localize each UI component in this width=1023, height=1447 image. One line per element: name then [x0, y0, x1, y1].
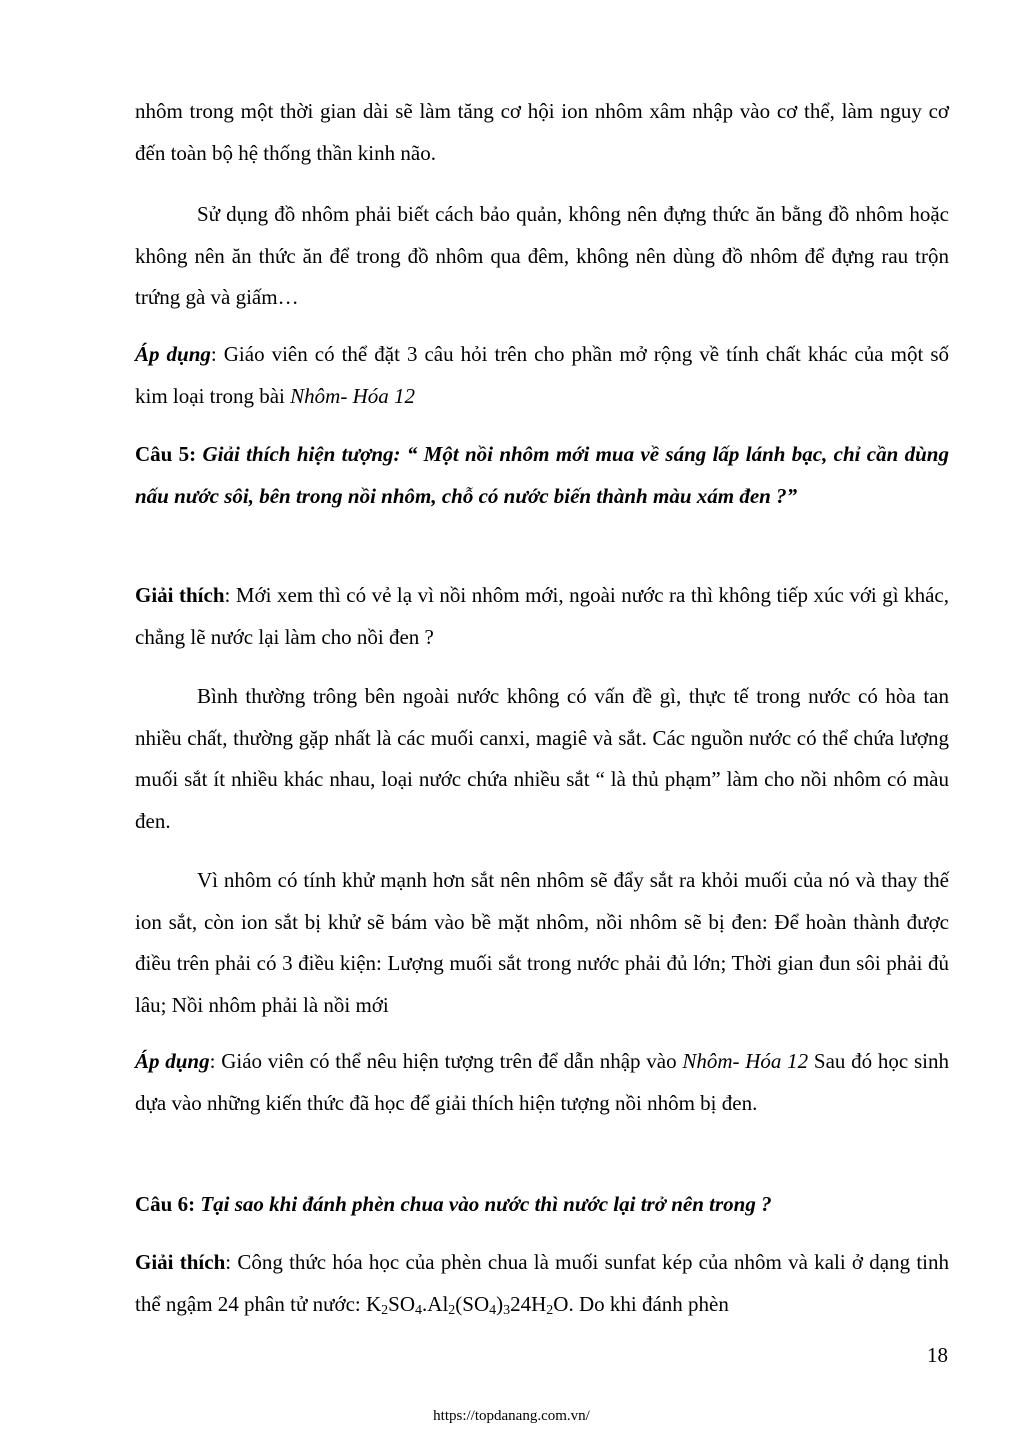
footer-url[interactable]: https://topdanang.com.vn/: [433, 1408, 590, 1424]
paragraph-aluminum-health-risk: nhôm trong một thời gian dài sẽ làm tăng cơ hội ion nhôm xâm nhập vào cơ thể, làm nguy cơ đến toàn bộ hệ thống thần kinh não.: [135, 99, 949, 165]
paragraph-explanation-5: [135, 575, 949, 658]
application-text: : Giáo viên có thể nêu hiện tượng trên để dẫn nhập vào: [209, 1049, 683, 1073]
explanation-text: : Công thức hóa học của phèn chua là muối sunfat kép của nhôm và kali ở dạng tinh thể ngậm 24 phân tử nước:: [135, 1250, 949, 1316]
lesson-reference: Nhôm- Hóa 12: [682, 1049, 809, 1073]
question-6-text: Tại sao khi đánh phèn chua vào nước thì nước lại trở nên trong ?: [200, 1192, 772, 1216]
question-6: [135, 1184, 949, 1226]
paragraph-explanation-6: [135, 1242, 949, 1325]
explanation-label: Giải thích: [135, 583, 225, 607]
question-5-label: Câu 5:: [135, 442, 203, 466]
application-label: Áp dụng: [135, 342, 211, 366]
paragraph-application-1: [135, 334, 949, 417]
explanation-text: : Mới xem thì có vẻ lạ vì nồi nhôm mới, ngoài nước ra thì không tiếp xúc với gì khác, chẳng lẽ nước lại làm cho nồi đen ?: [135, 583, 949, 649]
explanation-label: Giải thích: [135, 1250, 226, 1274]
question-5-text: Giải thích hiện tượng: “ Một nồi nhôm mới mua về sáng lấp lánh bạc, chỉ cần dùng nấu nước sôi, bên trong nồi nhôm, chỗ có nước biến thành màu xám đen ?”: [135, 442, 949, 508]
question-6-label: Câu 6:: [135, 1192, 201, 1216]
paragraph-aluminum-usage-advice: Sử dụng đồ nhôm phải biết cách bảo quản, không nên đựng thức ăn bằng đồ nhôm hoặc không nên ăn thức ăn để trong đồ nhôm qua đêm, không nên dùng đồ nhôm để đựng rau trộn trứng gà và giấm…: [135, 202, 949, 310]
alum-formula: $K_2SO_4.Al_2(SO_4)_324H_2O$: [366, 1291, 569, 1318]
lesson-reference: Nhôm- Hóa 12: [290, 383, 415, 408]
explanation-text-continued: . Do khi đánh phèn: [568, 1291, 729, 1316]
application-text: : Giáo viên có thể đặt 3 câu hỏi trên cho phần mở rộng về tính chất khác của một số kim loại trong bài: [135, 342, 949, 408]
page-number: 18: [927, 1343, 948, 1367]
application-text-continued: Sau đó học sinh dựa vào những kiến thức đã học để giải thích hiện tượng nồi nhôm bị đen.: [135, 1049, 950, 1115]
question-5: [135, 434, 949, 517]
paragraph-application-2: [135, 1041, 949, 1124]
paragraph-water-minerals: Bình thường trông bên ngoài nước không có vấn đề gì, thực tế trong nước có hòa tan nhiều chất, thường gặp nhất là các muối canxi, magiê và sắt. Các nguồn nước có thể chứa lượng muối sắt ít nhiều khác nhau, loại nước chứa nhiều sắt “ là thủ phạm” làm cho nồi nhôm có màu đen.: [135, 684, 949, 833]
paragraph-reduction-reaction: Vì nhôm có tính khử mạnh hơn sắt nên nhôm sẽ đẩy sắt ra khỏi muối của nó và thay thế ion sắt, còn ion sắt bị khử sẽ bám vào bề mặt nhôm, nồi nhôm sẽ bị đen: Để hoàn thành được điều trên phải có 3 điều kiện: Lượng muối sắt trong nước phải đủ lớn; Thời gian đun sôi phải đủ lâu; Nồi nhôm phải là nồi mới: [135, 868, 949, 1017]
application-label: Áp dụng: [135, 1049, 210, 1073]
